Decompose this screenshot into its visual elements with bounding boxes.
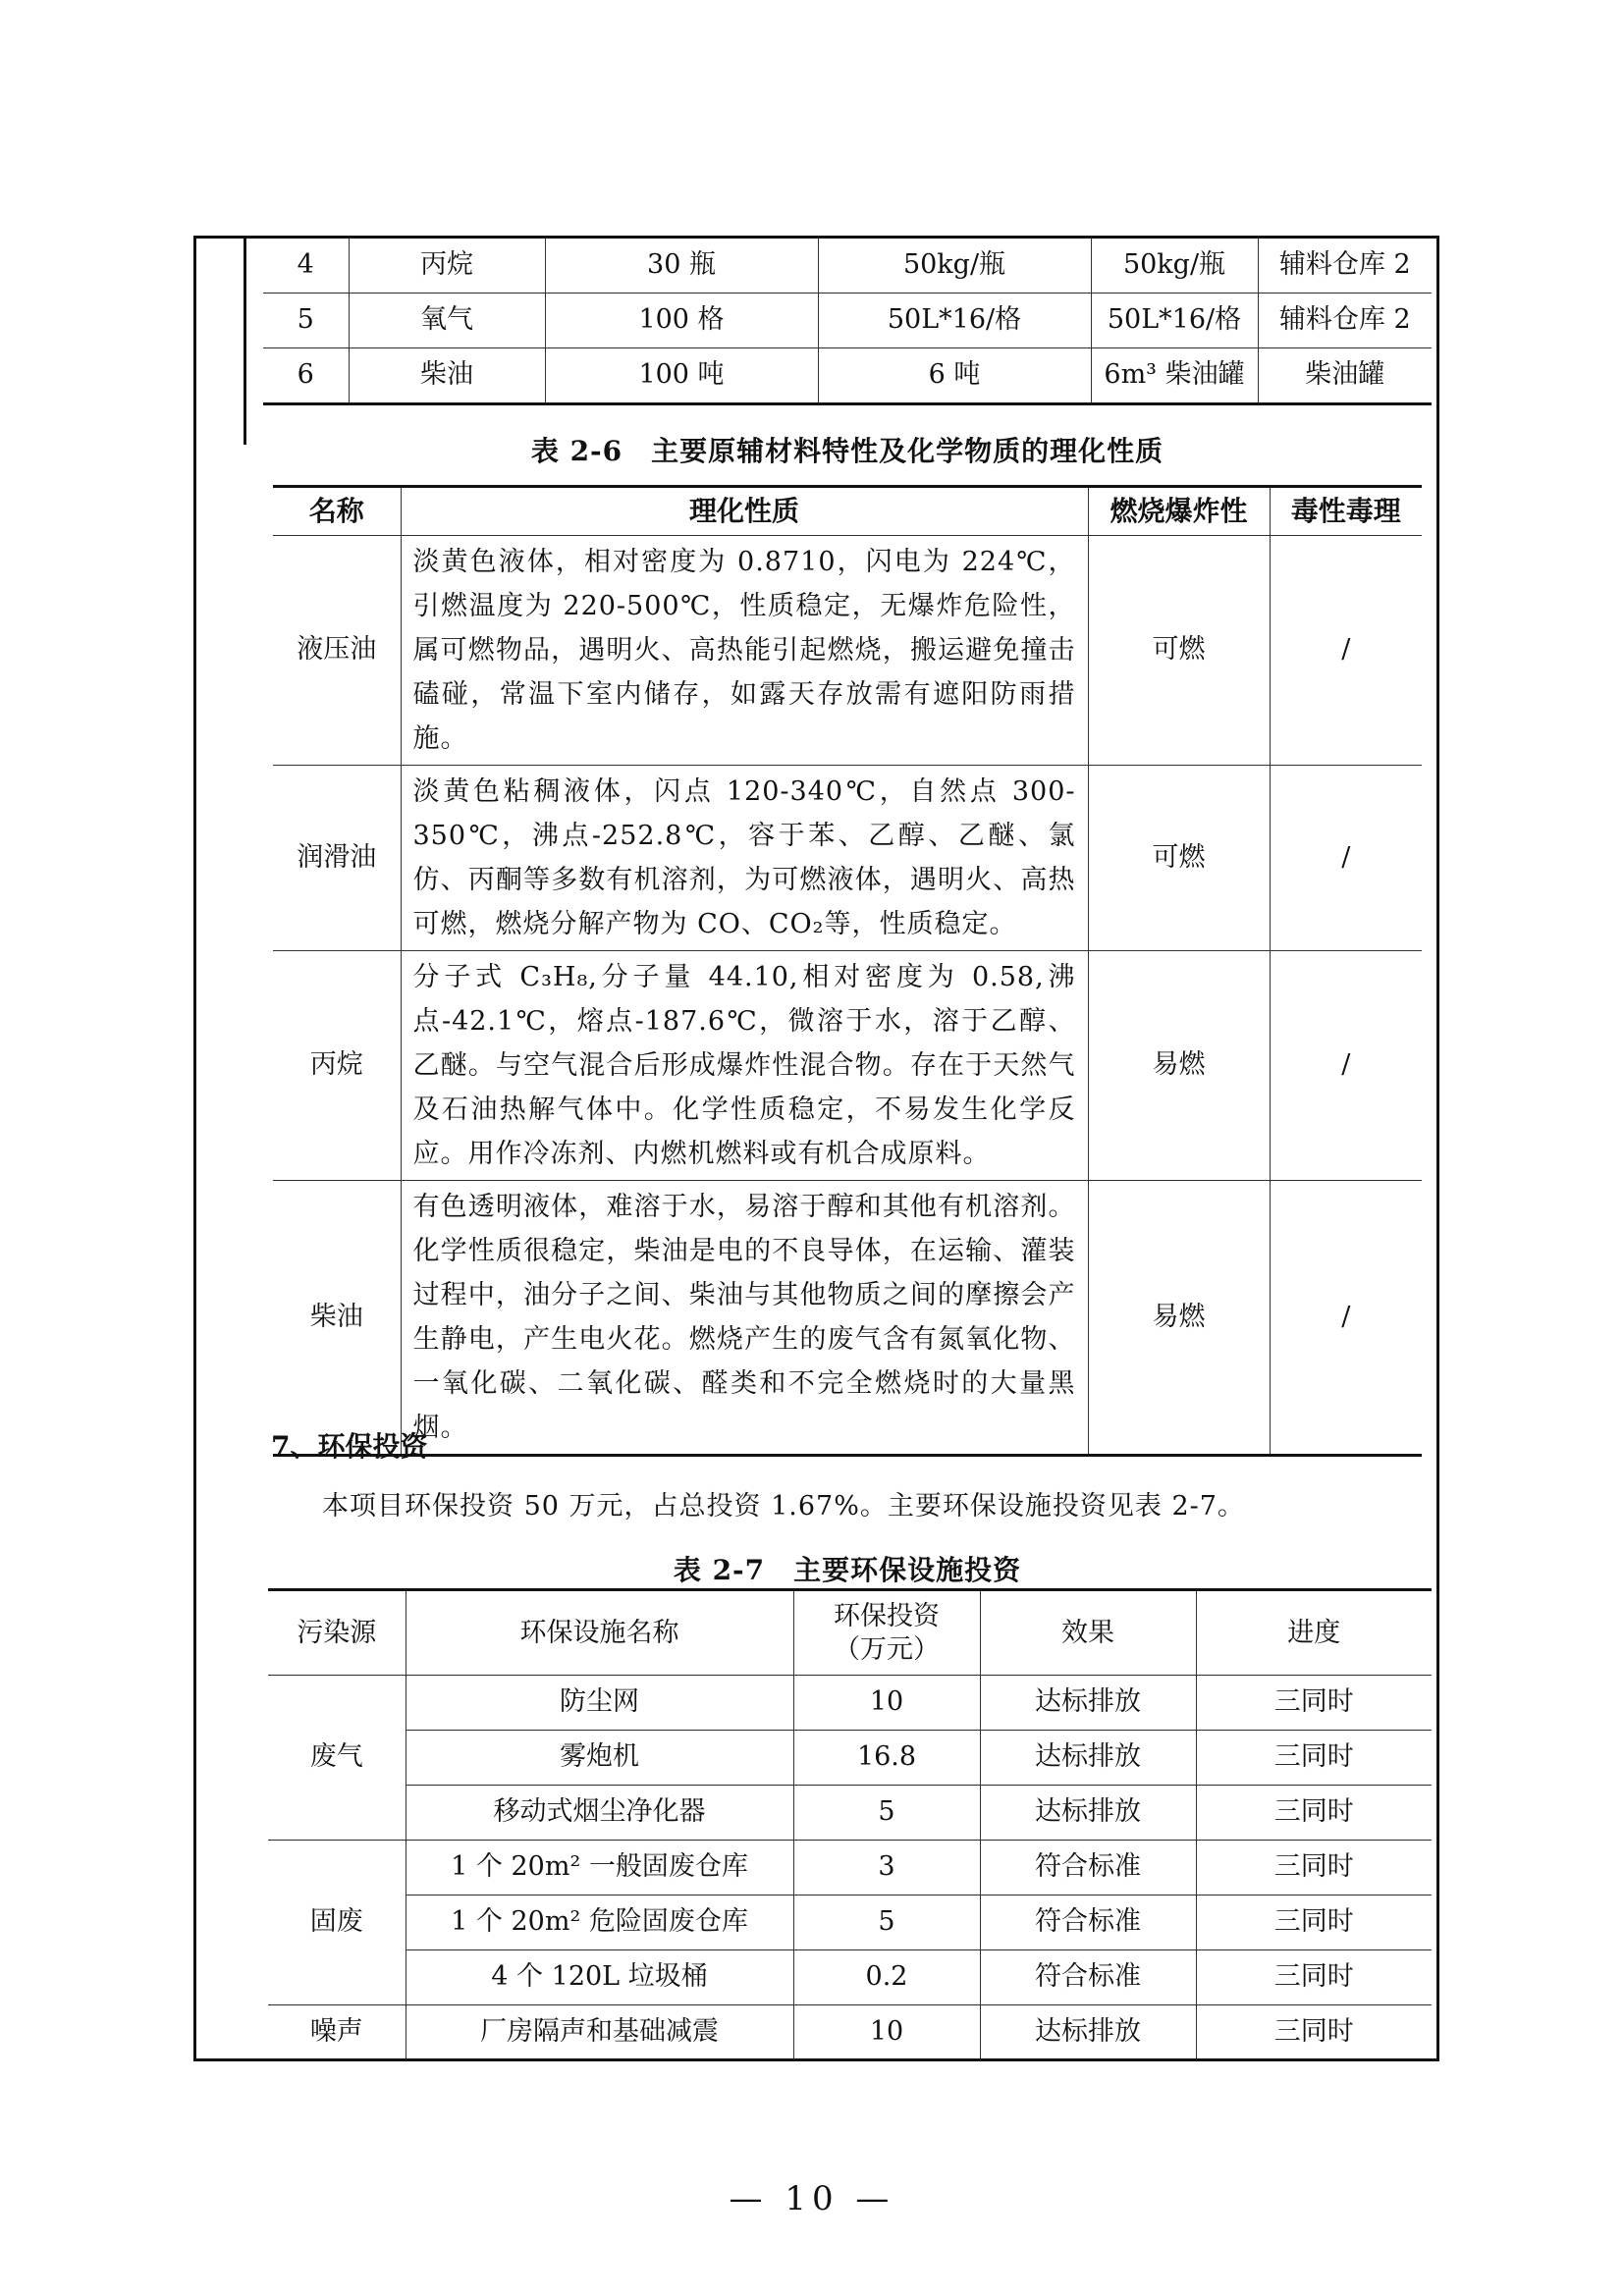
cell-location: 柴油罐 bbox=[1258, 348, 1432, 404]
cell-toxicity: / bbox=[1270, 951, 1422, 1181]
cell-investment: 3 bbox=[793, 1841, 980, 1896]
table-row bbox=[268, 1841, 1432, 1896]
cell-flammability: 易燃 bbox=[1088, 951, 1270, 1181]
cell-toxicity: / bbox=[1270, 536, 1422, 766]
header-toxicity: 毒性毒理 bbox=[1270, 487, 1422, 536]
cell-name: 氧气 bbox=[349, 294, 545, 348]
cell-investment: 5 bbox=[793, 1896, 980, 1950]
table-row bbox=[268, 1896, 1432, 1950]
cell-amount: 30 瓶 bbox=[545, 238, 818, 294]
cell-toxicity: / bbox=[1270, 766, 1422, 951]
table-row bbox=[273, 1181, 1422, 1456]
table-row bbox=[268, 1786, 1432, 1841]
cell-name: 柴油 bbox=[349, 348, 545, 404]
cell-location: 辅料仓库 2 bbox=[1258, 238, 1432, 294]
cell-properties: 淡黄色粘稠液体，闪点 120-340℃，自然点 300-350℃，沸点-252.8℃，容于苯、乙醇、乙醚、氯仿、丙酮等多数有机溶剂，为可燃液体，遇明火、高热可燃，燃烧分解产物为 CO、CO₂等，性质稳定。 bbox=[401, 766, 1088, 951]
header-effect: 效果 bbox=[980, 1590, 1196, 1676]
cell-storage-max: 50kg/瓶 bbox=[1091, 238, 1258, 294]
cell-name: 液压油 bbox=[273, 536, 401, 766]
section-7-paragraph: 本项目环保投资 50 万元，占总投资 1.67%。主要环保设施投资见表 2-7。 bbox=[322, 1491, 1245, 1522]
table-row bbox=[268, 2005, 1432, 2060]
cell-facility: 防尘网 bbox=[406, 1676, 793, 1731]
cell-effect: 达标排放 bbox=[980, 1676, 1196, 1731]
cell-name: 丙烷 bbox=[349, 238, 545, 294]
materials-storage-table bbox=[263, 236, 1432, 405]
cell-progress: 三同时 bbox=[1196, 1950, 1432, 2005]
cell-name: 丙烷 bbox=[273, 951, 401, 1181]
cell-investment: 5 bbox=[793, 1786, 980, 1841]
table-row bbox=[273, 536, 1422, 766]
table-row bbox=[263, 238, 1432, 294]
cell-investment: 10 bbox=[793, 2005, 980, 2060]
header-facility: 环保设施名称 bbox=[406, 1590, 793, 1676]
cell-no: 6 bbox=[263, 348, 349, 404]
cell-storage-max: 50L*16/格 bbox=[1091, 294, 1258, 348]
cell-facility: 移动式烟尘净化器 bbox=[406, 1786, 793, 1841]
table-row bbox=[268, 1731, 1432, 1786]
header-source: 污染源 bbox=[268, 1590, 406, 1676]
cell-progress: 三同时 bbox=[1196, 1896, 1432, 1950]
cell-no: 5 bbox=[263, 294, 349, 348]
cell-spec: 50kg/瓶 bbox=[818, 238, 1091, 294]
cell-effect: 符合标准 bbox=[980, 1896, 1196, 1950]
table-row bbox=[268, 1950, 1432, 2005]
page-number: — 10 — bbox=[729, 2179, 895, 2218]
cell-storage-max: 6m³ 柴油罐 bbox=[1091, 348, 1258, 404]
cell-properties: 淡黄色液体，相对密度为 0.8710，闪电为 224℃，引燃温度为 220-500℃，性质稳定，无爆炸危险性，属可燃物品，遇明火、高热能引起燃烧，搬运避免撞击磕碰，常温下室内储存，如露天存放需有遮阳防雨措施。 bbox=[401, 536, 1088, 766]
header-flammability: 燃烧爆炸性 bbox=[1088, 487, 1270, 536]
cell-no: 4 bbox=[263, 238, 349, 294]
cell-name: 柴油 bbox=[273, 1181, 401, 1456]
table-2-6-caption: 表 2-6 主要原辅材料特性及化学物质的理化性质 bbox=[530, 435, 1164, 467]
cell-properties: 分子式 C₃H₈,分子量 44.10,相对密度为 0.58,沸点-42.1℃，熔点-187.6℃，微溶于水，溶于乙醇、乙醚。与空气混合后形成爆炸性混合物。存在于天然气及石油热解气体中。化学性质稳定，不易发生化学反应。用作冷冻剂、内燃机燃料或有机合成原料。 bbox=[401, 951, 1088, 1181]
section-7-heading: 7、环保投资 bbox=[271, 1430, 428, 1463]
header-progress: 进度 bbox=[1196, 1590, 1432, 1676]
cell-source: 固废 bbox=[268, 1841, 406, 2005]
cell-flammability: 可燃 bbox=[1088, 536, 1270, 766]
table-row bbox=[268, 1676, 1432, 1731]
cell-effect: 符合标准 bbox=[980, 1841, 1196, 1896]
cell-investment: 10 bbox=[793, 1676, 980, 1731]
cell-location: 辅料仓库 2 bbox=[1258, 294, 1432, 348]
header-name: 名称 bbox=[273, 487, 401, 536]
cell-amount: 100 吨 bbox=[545, 348, 818, 404]
table-header-row bbox=[273, 487, 1422, 536]
material-properties-table bbox=[273, 485, 1422, 1457]
cell-progress: 三同时 bbox=[1196, 1676, 1432, 1731]
cell-effect: 符合标准 bbox=[980, 1950, 1196, 2005]
cell-progress: 三同时 bbox=[1196, 1786, 1432, 1841]
header-investment-line1: 环保投资 bbox=[834, 1600, 940, 1631]
table-header-row bbox=[268, 1590, 1432, 1676]
environmental-investment-table bbox=[268, 1588, 1432, 2059]
cell-spec: 50L*16/格 bbox=[818, 294, 1091, 348]
table-row bbox=[273, 951, 1422, 1181]
frame-inner-rule bbox=[244, 239, 246, 445]
header-investment bbox=[793, 1590, 980, 1676]
cell-effect: 达标排放 bbox=[980, 2005, 1196, 2060]
cell-toxicity: / bbox=[1270, 1181, 1422, 1456]
cell-investment: 0.2 bbox=[793, 1950, 980, 2005]
cell-flammability: 可燃 bbox=[1088, 766, 1270, 951]
cell-facility: 厂房隔声和基础减震 bbox=[406, 2005, 793, 2060]
header-investment-line2: （万元） bbox=[834, 1633, 940, 1665]
table-row bbox=[273, 766, 1422, 951]
cell-progress: 三同时 bbox=[1196, 1841, 1432, 1896]
cell-progress: 三同时 bbox=[1196, 2005, 1432, 2060]
cell-name: 润滑油 bbox=[273, 766, 401, 951]
cell-progress: 三同时 bbox=[1196, 1731, 1432, 1786]
header-properties: 理化性质 bbox=[401, 487, 1088, 536]
cell-amount: 100 格 bbox=[545, 294, 818, 348]
cell-source: 噪声 bbox=[268, 2005, 406, 2060]
table-row bbox=[263, 348, 1432, 404]
cell-effect: 达标排放 bbox=[980, 1731, 1196, 1786]
cell-facility: 4 个 120L 垃圾桶 bbox=[406, 1950, 793, 2005]
cell-spec: 6 吨 bbox=[818, 348, 1091, 404]
cell-source: 废气 bbox=[268, 1676, 406, 1841]
cell-effect: 达标排放 bbox=[980, 1786, 1196, 1841]
table-row bbox=[263, 294, 1432, 348]
cell-flammability: 易燃 bbox=[1088, 1181, 1270, 1456]
cell-facility: 1 个 20m² 一般固废仓库 bbox=[406, 1841, 793, 1896]
cell-facility: 雾炮机 bbox=[406, 1731, 793, 1786]
table-2-7-caption: 表 2-7 主要环保设施投资 bbox=[673, 1554, 1022, 1586]
cell-properties: 有色透明液体，难溶于水，易溶于醇和其他有机溶剂。化学性质很稳定，柴油是电的不良导体，在运输、灌装过程中，油分子之间、柴油与其他物质之间的摩擦会产生静电，产生电火花。燃烧产生的废气含有氮氧化物、一氧化碳、二氧化碳、醛类和不完全燃烧时的大量黑烟。 bbox=[401, 1181, 1088, 1456]
cell-facility: 1 个 20m² 危险固废仓库 bbox=[406, 1896, 793, 1950]
cell-investment: 16.8 bbox=[793, 1731, 980, 1786]
